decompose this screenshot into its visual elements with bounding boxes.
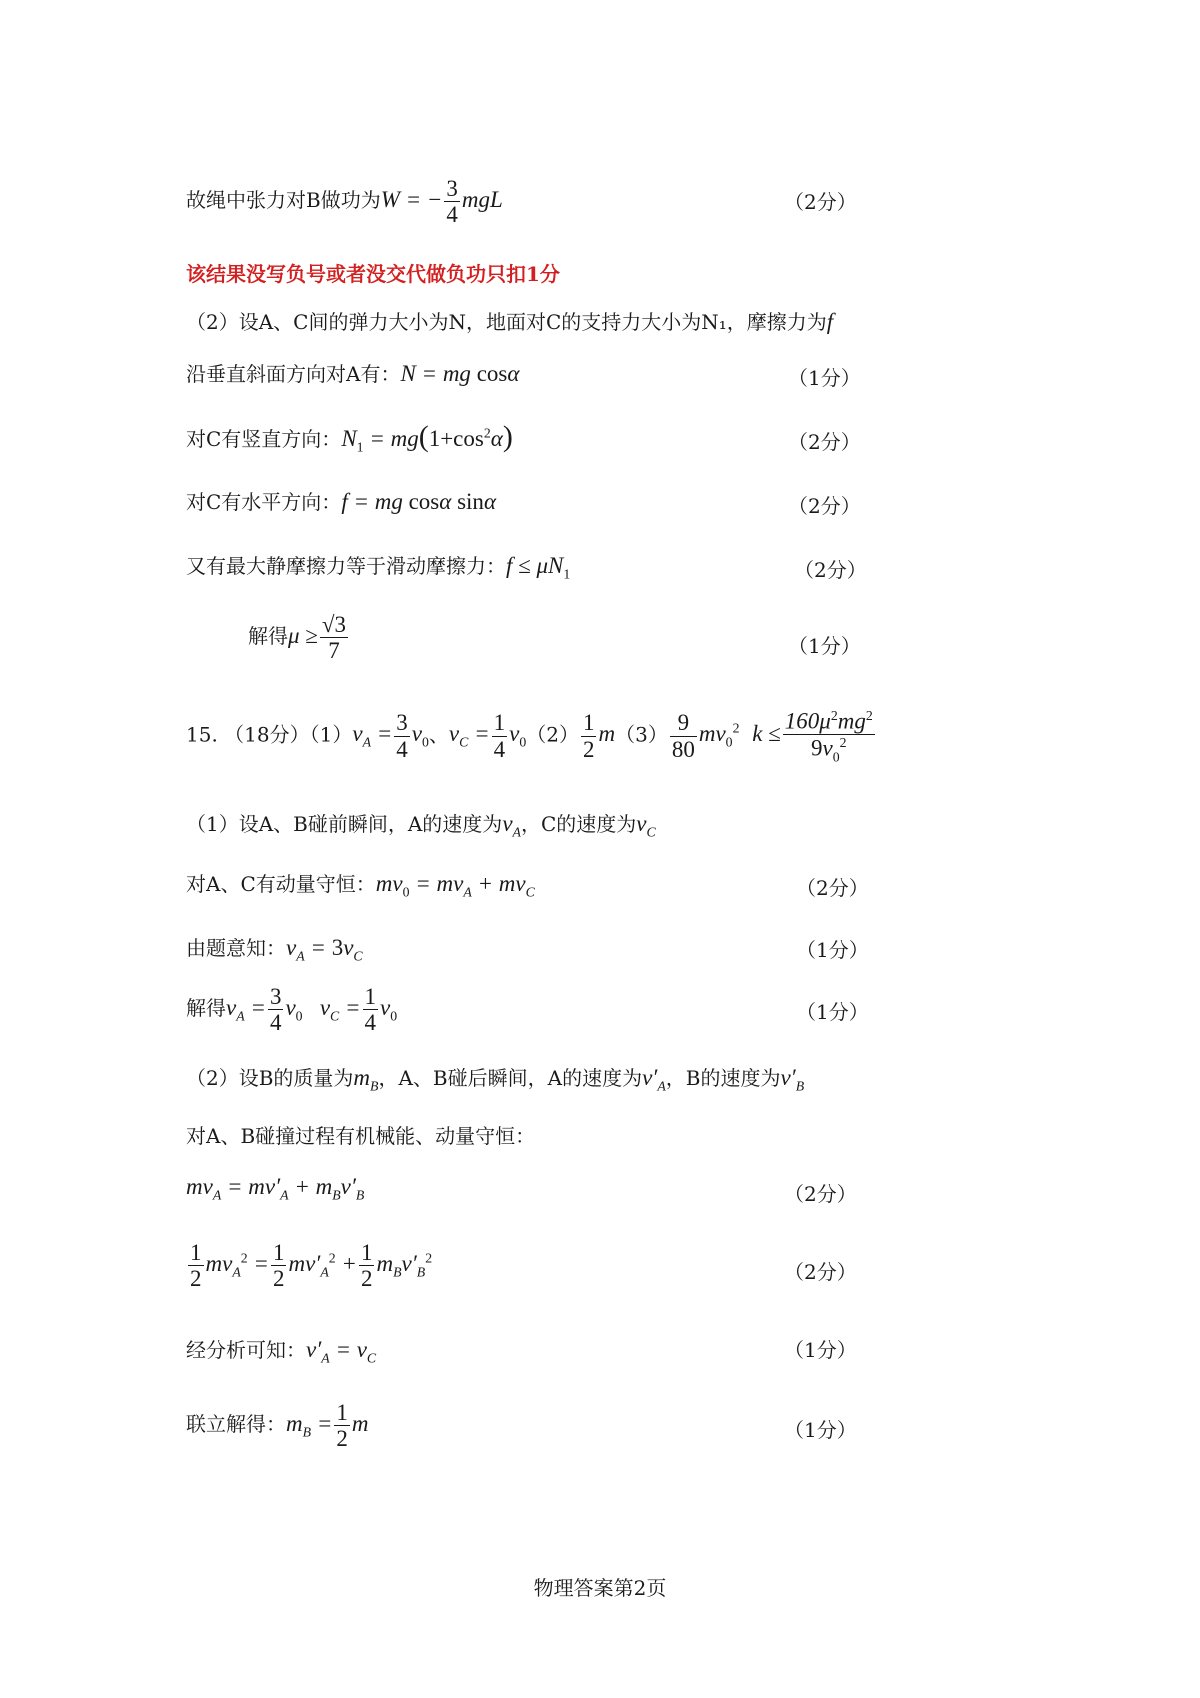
analysis-line: 经分析可知：$v'_A = v_C$	[186, 1337, 377, 1366]
score-mu: （1分）	[788, 634, 861, 658]
q15-answers: 15. （18分）$(1)v_A$ = $\frac{3}{4}$ $v_0$、$v_C$ = $\frac{1}{4}$ $v_0(2)$ $\frac{1}{2}$ m（3） $\frac{9}{80}$ $mv_0^2$ k ≤ $\frac{160\mu^2mg^2}{9v_0^2}$	[186, 708, 873, 765]
score-friction: （2分）	[794, 558, 867, 582]
work-line: 故绳中张力对B做功为W = − $\frac{3}{4}$ mgL	[186, 176, 503, 228]
score-mass: （1分）	[784, 1418, 857, 1442]
friction-condition: 又有最大静摩擦力等于滑动摩擦力：$f \le \mu N_1$	[186, 553, 571, 582]
normal-force-A: 沿垂直斜面方向对A有：N = mg cosα	[186, 361, 520, 386]
score-given: （1分）	[796, 938, 869, 962]
momentum-AC: 对A、C有动量守恒：$mv_0 = mv_A + mv_C$	[186, 871, 535, 900]
grading-note: 该结果没写负号或者没交代做负功只扣1分	[186, 262, 560, 286]
mass-result: 联立解得：$m_B$ = $\frac{1}{2}$ m	[186, 1400, 369, 1452]
given-relation: 由题意知：$v_A = 3v_C$	[186, 935, 363, 964]
work-formula: W = − $\frac{3}{4}$ mgL	[380, 176, 503, 228]
score-velocity: （1分）	[796, 1000, 869, 1024]
velocity-result: 解得$v_A$ = $\frac{3}{4}$ $v_0$ $v_C$ = $\frac{1}{4}$ $v_0$	[186, 984, 398, 1036]
score-vertical-C: （2分）	[788, 430, 861, 454]
score-horizontal-C: （2分）	[788, 494, 861, 518]
vertical-C: 对C有竖直方向：$N_1 = mg(1+\cos^2\alpha)$	[186, 420, 513, 455]
momentum-AB: $mv_A = mv'_A + m_Bv'_B$	[186, 1174, 365, 1203]
score-momentum-AC: （2分）	[796, 876, 869, 900]
score-analysis: （1分）	[784, 1338, 857, 1362]
horizontal-C: 对C有水平方向：f = mg cosα sinα	[186, 489, 497, 514]
energy-AB: $\frac{1}{2}$ $mv_A^2$ = $\frac{1}{2}$ $mv'_A^2$ + $\frac{1}{2}$ $m_Bv'_B^2$	[190, 1240, 433, 1292]
score-energy-AB: （2分）	[784, 1260, 857, 1284]
part1-setup: （1）设A、B碰前瞬间，A的速度为$v_A$，C的速度为$v_C$	[186, 811, 656, 840]
page-footer: 物理答案第2页	[533, 1576, 667, 1600]
score-momentum-AB: （2分）	[784, 1182, 857, 1206]
score-normal-A: （1分）	[788, 366, 861, 390]
score-work: （2分）	[784, 190, 857, 214]
part2-setup: （2）设A、C间的弹力大小为N，地面对C的支持力大小为N₁，摩擦力为f	[186, 309, 834, 334]
part2-setup-q15: （2）设B的质量为$m_B$，A、B碰后瞬间，A的速度为$v'_A$，B的速度为$v'_B$	[186, 1065, 805, 1094]
collision-statement: 对A、B碰撞过程有机械能、动量守恒：	[186, 1124, 536, 1148]
mu-result: 解得μ ≥ $\frac{√3}{7}$	[248, 612, 347, 664]
